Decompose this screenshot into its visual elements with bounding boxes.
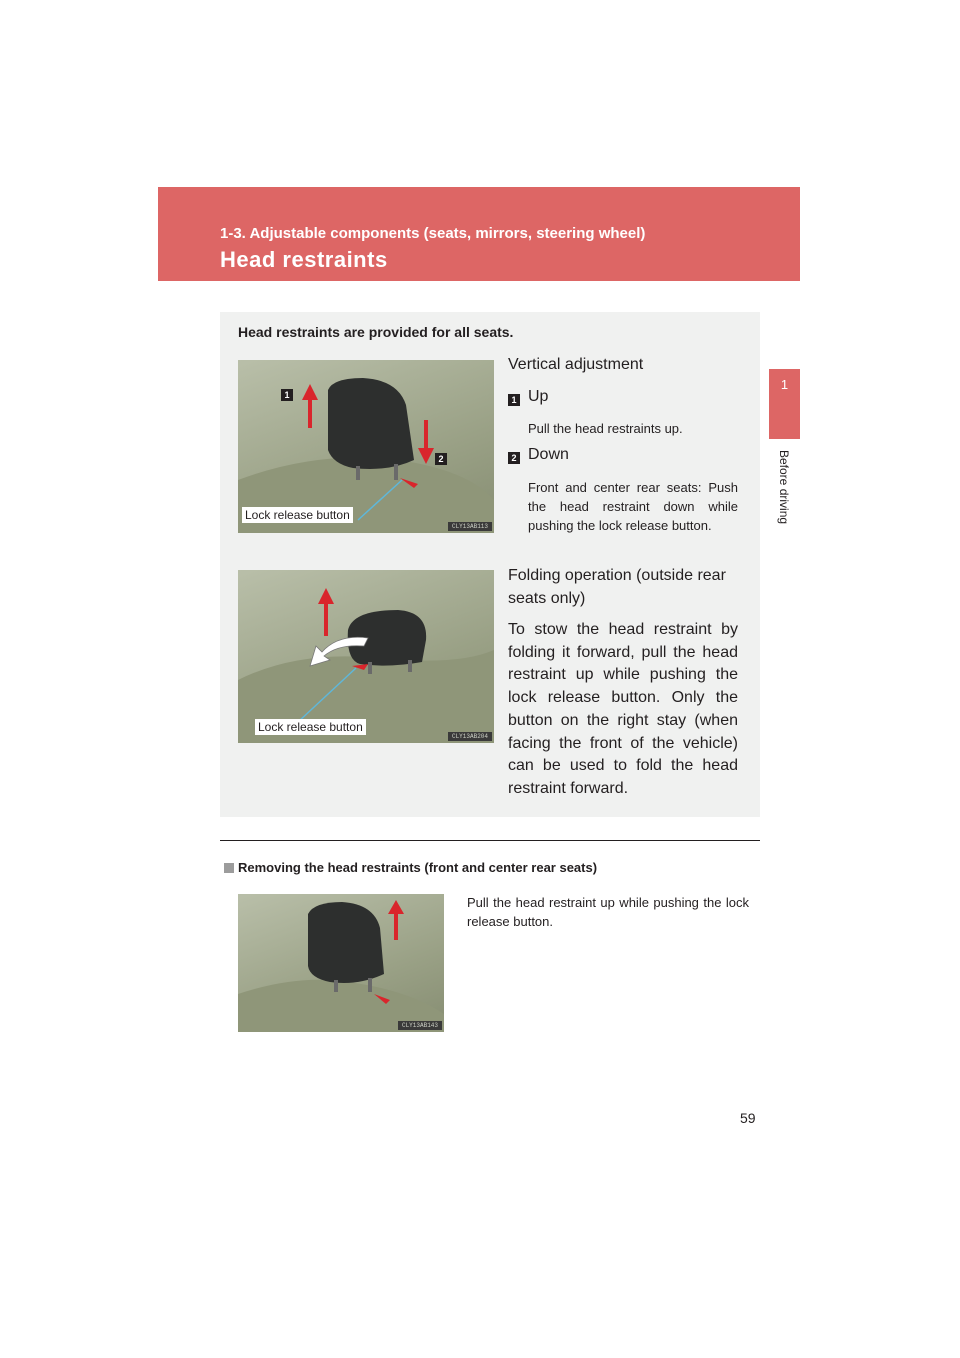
- chapter-number: 1: [780, 377, 789, 392]
- folding-desc: To stow the head restraint by folding it forward, pull the head restraint up while pushing the lock release button. Only the button on the right stay (when facing the front of the vehicle) can be used to fold the head restraint forward.: [508, 621, 738, 797]
- removing-desc: Pull the head restraint up while pushing the lock release button.: [467, 895, 749, 929]
- chapter-tab[interactable]: [769, 369, 800, 439]
- right-stay: [368, 978, 372, 992]
- section-divider: [220, 840, 760, 841]
- headrest-removing-drawing: [238, 894, 444, 1032]
- head-restraint-panel: [220, 312, 760, 817]
- marker-2: 2: [435, 453, 447, 465]
- page-title: Head restraints: [220, 247, 388, 272]
- intro-text: Head restraints are provided for all seats.: [238, 324, 514, 340]
- lock-release-callout: Lock release button: [242, 507, 353, 523]
- vertical-adjustment-illustration: [238, 360, 494, 533]
- folding-illustration: [238, 570, 494, 743]
- section-title: 1-3. Adjustable components (seats, mirrors, steering wheel): [220, 225, 646, 242]
- item-2-marker: 2: [508, 452, 520, 464]
- up-arrow-icon: [388, 900, 404, 940]
- image-code: CLY13AB204: [448, 732, 492, 741]
- right-stay: [408, 660, 412, 672]
- chapter-header: [158, 187, 800, 281]
- headrest-shape: [328, 378, 414, 469]
- removing-illustration: [238, 894, 444, 1032]
- lock-release-callout: Lock release button: [255, 719, 366, 735]
- item-down-label: Down: [528, 446, 569, 463]
- up-arrow-icon: [318, 588, 334, 636]
- page-number: 59: [740, 1110, 756, 1126]
- chapter-label: Before driving: [777, 450, 791, 525]
- left-stay: [368, 662, 372, 674]
- item-up-label: Up: [528, 388, 549, 405]
- folding-heading: Folding operation (outside rear seats only): [508, 567, 726, 607]
- down-arrow-icon: [418, 420, 434, 464]
- vertical-heading: Vertical adjustment: [508, 356, 644, 373]
- item-1-marker: 1: [508, 394, 520, 406]
- headrest-folding-drawing: [238, 570, 494, 743]
- removing-heading: Removing the head restraints (front and center rear seats): [224, 860, 597, 875]
- bullet-square-icon: [224, 863, 234, 873]
- item-down-desc: Front and center rear seats: Push the head restraint down while pushing the lock release button.: [528, 480, 738, 533]
- marker-1: 1: [281, 389, 293, 401]
- image-code: CLY13AB143: [398, 1021, 442, 1030]
- image-code: CLY13AB113: [448, 522, 492, 531]
- left-stay: [356, 466, 360, 480]
- headrest-shape: [308, 902, 384, 983]
- left-stay: [334, 980, 338, 992]
- right-stay: [394, 464, 398, 480]
- up-arrow-icon: [302, 384, 318, 428]
- item-up-desc: Pull the head restraints up.: [528, 421, 683, 436]
